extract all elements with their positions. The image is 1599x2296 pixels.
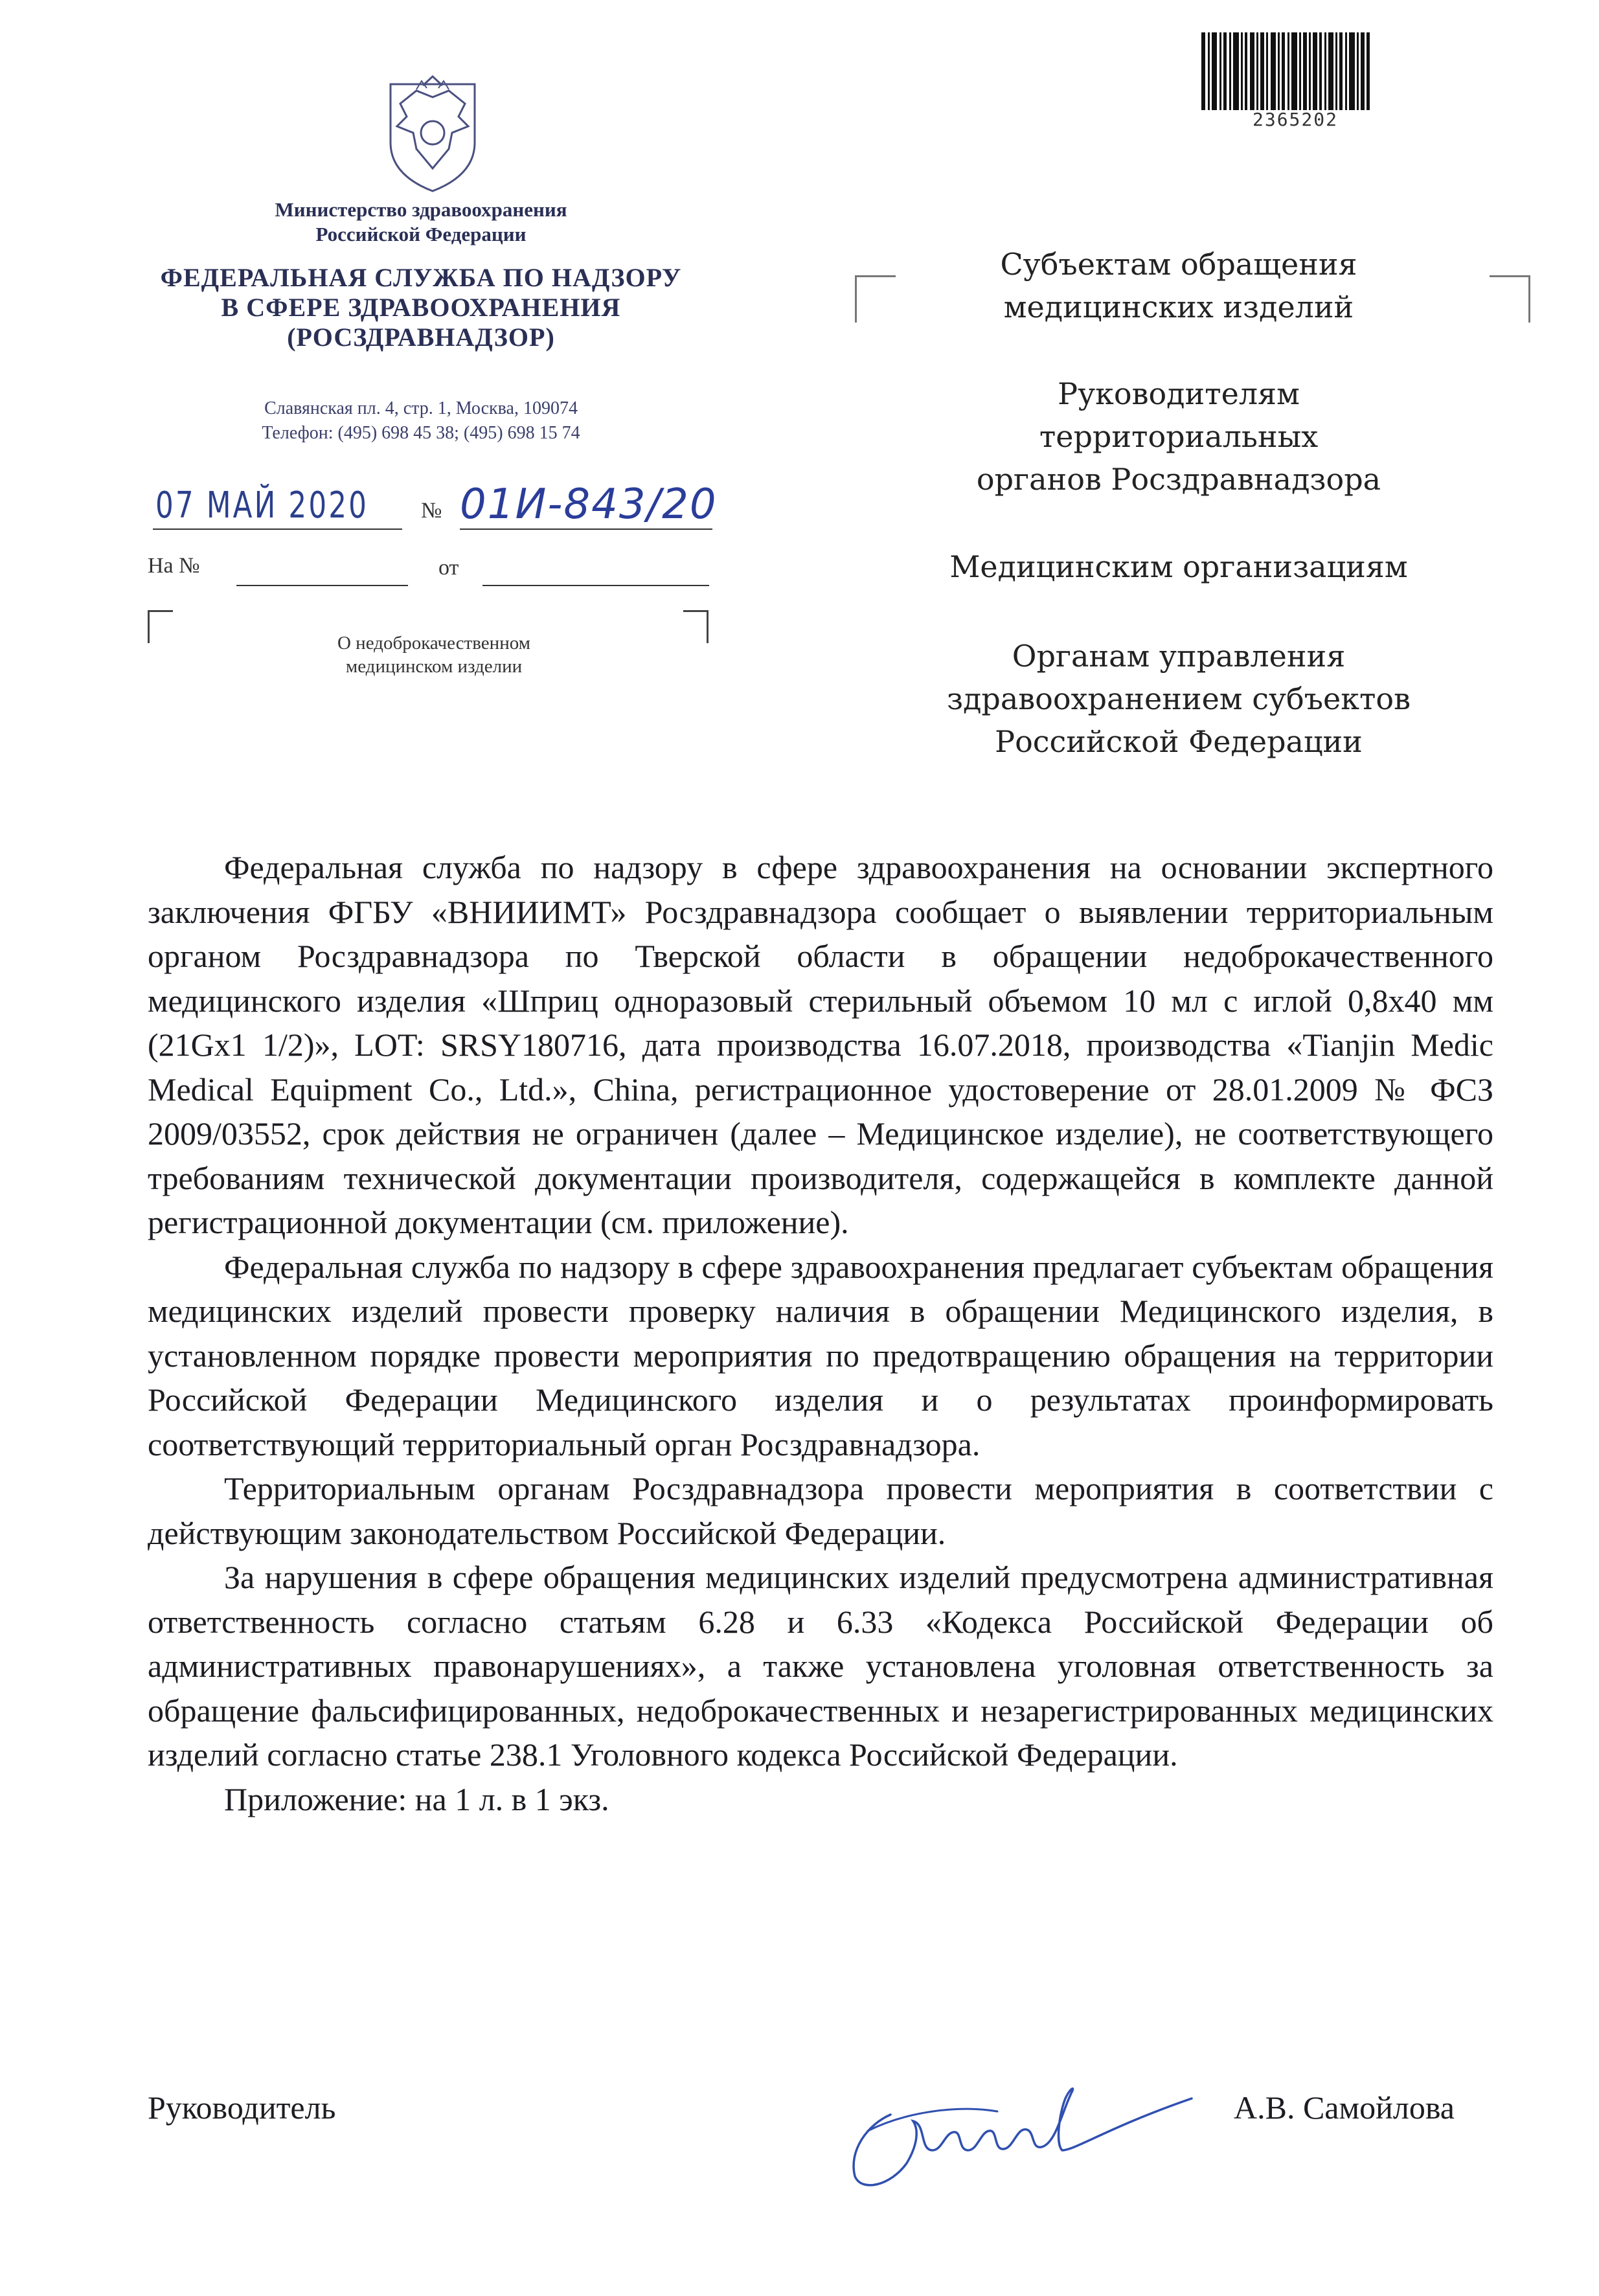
address-line: Славянская пл. 4, стр. 1, Москва, 109074 [264, 398, 578, 418]
number-underline [460, 529, 712, 530]
address-line: Телефон: (495) 698 45 38; (495) 698 15 74 [262, 423, 580, 443]
barcode-icon [1201, 32, 1370, 110]
service-name [117, 263, 725, 352]
ministry-line: Российской Федерации [315, 223, 527, 245]
letter-body [148, 845, 1493, 1821]
addressee-line: Руководителям [1058, 376, 1300, 411]
addressee-line: медицинских изделий [1003, 290, 1354, 324]
number-label: № [421, 499, 442, 523]
addressee-line: здравоохранением субъектов [946, 681, 1411, 716]
signer-name: А.В. Самойлова [1234, 2089, 1455, 2126]
address-block [117, 396, 725, 446]
service-line: (РОСЗДРАВНАДЗОР) [287, 323, 555, 352]
barcode-number: 2365202 [1252, 109, 1338, 130]
body-paragraph: Федеральная служба по надзору в сфере здравоохранения предлагает субъектам обращения медицинских изделий провести проверку наличия в обращении Медицинского изделия, в установленном порядке провести мероприятия по предотвращению обращения на территории Российской Федерации Медицинского изделия и о результатах проинформировать соответствующий территориальный орган Росздравнадзора. [148, 1248, 1493, 1462]
attachment-note: Приложение: на 1 л. в 1 экз. [224, 1780, 609, 1817]
body-paragraph: Федеральная служба по надзору в сфере здравоохранения на основании экспертного заключения ФГБУ «ВНИИИМТ» Росздравнадзора сообщает о выявлении территориальным органом Росздравнадзора по Тверской области в обращении недоброкачественного медицинского изделия «Шприц одноразовый стерильный объемом 10 мл с иглой 0,8х40 мм (21Gx1 1/2)», LOT: SRSY180716, дата производства 16.07.2018, производства «Tianjin Medic Medical Equipment Co., Ltd.», China, регистрационное удостоверение от 28.01.2009 № ФСЗ 2009/03552, срок действия не ограничен (далее – Медицинское изделие), не соответствующего требованиям технической документации производителя, содержащейся в комплекте данной регистрационной документации (см. приложение). [148, 849, 1493, 1240]
coat-of-arms-icon [378, 71, 488, 194]
addressee-block [894, 545, 1464, 588]
reference-date-label: от [438, 556, 459, 580]
subject-corner-right [683, 610, 709, 643]
document-number: 01И-843/20 [460, 481, 718, 529]
addressee-corner-left [855, 275, 896, 323]
subject-line: О недоброкачественном [337, 633, 531, 654]
subject-corner-left [148, 610, 173, 643]
reference-number-label: На № [148, 554, 200, 578]
addressee-block [894, 243, 1464, 328]
subject-line: медицинском изделии [345, 656, 523, 677]
reference-date-line [482, 585, 709, 586]
addressee-block [894, 635, 1464, 763]
handwritten-signature-icon [829, 2053, 1218, 2202]
signer-title: Руководитель [148, 2089, 336, 2126]
letter-subject [233, 631, 635, 678]
ministry-line: Министерство здравоохранения [275, 198, 567, 221]
addressee-block [894, 372, 1464, 501]
addressee-corner-right [1490, 275, 1530, 323]
addressee-line: Субъектам обращения [1000, 247, 1357, 282]
addressee-line: Российской Федерации [995, 724, 1363, 759]
reference-number-line [236, 585, 408, 586]
service-line: ФЕДЕРАЛЬНАЯ СЛУЖБА ПО НАДЗОРУ [160, 263, 682, 292]
body-paragraph: За нарушения в сфере обращения медицинских изделий предусмотрена административная ответственность согласно статьям 6.28 и 6.33 «Кодекса Российской Федерации об административных правонарушениях», а также установлена уголовная ответственность за обращение фальсифицированных, недоброкачественных и незарегистрированных медицинских изделий согласно статье 238.1 Уголовного кодекса Российской Федерации. [148, 1559, 1493, 1773]
addressee-line: органов Росздравнадзора [976, 462, 1381, 497]
addressee-line: территориальных [1039, 419, 1319, 454]
addressee-line: Органам управления [1012, 639, 1346, 674]
addressee-line: Медицинским организациям [949, 549, 1408, 584]
service-line: В СФЕРЕ ЗДРАВООХРАНЕНИЯ [221, 293, 621, 322]
date-stamp: 07 МАЙ 2020 [155, 484, 369, 527]
date-underline [153, 529, 402, 530]
ministry-name [117, 198, 725, 247]
body-paragraph: Территориальным органам Росздравнадзора провести мероприятия в соответствии с действующим законодательством Российской Федерации. [148, 1470, 1493, 1551]
